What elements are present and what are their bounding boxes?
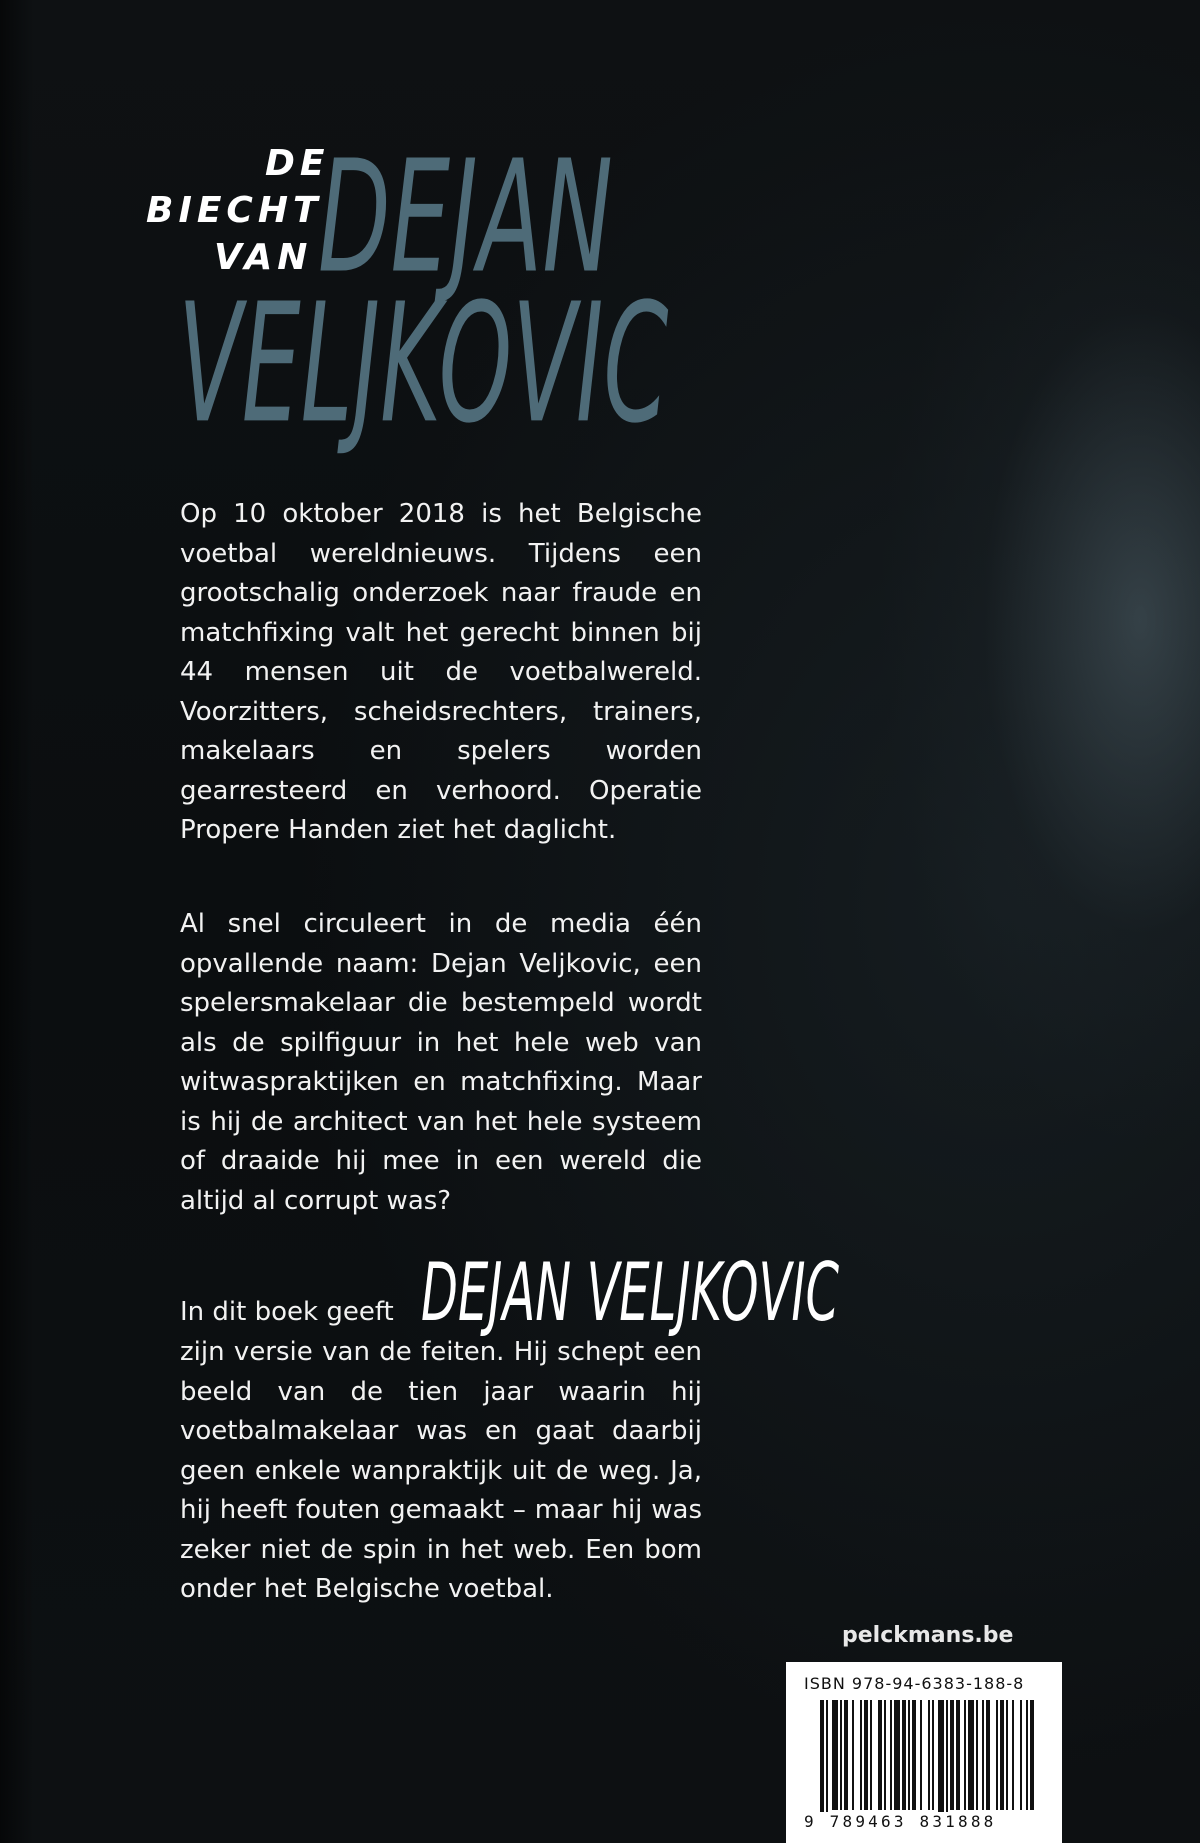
- spine-shadow: [0, 0, 34, 1843]
- barcode-bar: [920, 1700, 922, 1810]
- barcode-digits: 9 789463 831888: [804, 1812, 1044, 1831]
- barcode-bar: [840, 1700, 842, 1810]
- barcode-bar: [928, 1700, 930, 1810]
- barcode-bar: [932, 1700, 934, 1810]
- barcode-bar: [1020, 1700, 1022, 1810]
- barcode-bar: [1006, 1700, 1008, 1810]
- barcode-bar: [976, 1700, 978, 1810]
- barcode-bar: [844, 1700, 848, 1810]
- isbn-label: ISBN 978-94-6383-188-8: [804, 1674, 1025, 1693]
- barcode-bar: [860, 1700, 862, 1810]
- barcode-bar: [982, 1700, 984, 1810]
- title-word-van: VAN: [214, 237, 313, 278]
- barcode-bar: [870, 1700, 872, 1810]
- barcode-bar: [938, 1700, 944, 1822]
- barcode-bar: [894, 1700, 900, 1810]
- blurb-paragraph-3: zijn versie van de feiten. Hij schept een beeld van de tien jaar waarin hij voetbalmakelaar was en gaat daarbij geen enkele wanpraktijk uit de weg. Ja, hij heeft fouten gemaakt – maar hij was zeker niet de spin in het web. Een bom onder het Belgische voetbal.: [180, 1337, 702, 1604]
- barcode-bar: [908, 1700, 910, 1810]
- barcode-bar: [946, 1700, 948, 1822]
- barcode-bar: [950, 1700, 954, 1810]
- barcode-bar: [902, 1700, 906, 1810]
- barcode-bar: [1000, 1700, 1004, 1810]
- publisher-website[interactable]: pelckmans.be: [842, 1623, 1014, 1648]
- title-last-name: VELJKOVIC: [178, 268, 669, 460]
- closing-lead-in: In dit boek geeft: [180, 1297, 394, 1327]
- barcode-bar: [832, 1700, 838, 1810]
- title-word-biecht: BIECHT: [146, 190, 323, 231]
- barcode-bar: [968, 1700, 974, 1810]
- isbn-barcode: [786, 1662, 1062, 1843]
- barcode-bar: [964, 1700, 966, 1810]
- barcode-bar: [996, 1700, 998, 1810]
- barcode-bar: [912, 1700, 916, 1810]
- barcode-bar: [956, 1700, 960, 1810]
- barcode-bar: [1026, 1700, 1028, 1810]
- barcode-bar: [890, 1700, 892, 1810]
- barcode-bar: [820, 1700, 824, 1822]
- barcode-bar: [884, 1700, 886, 1810]
- barcode-bar: [986, 1700, 990, 1810]
- blurb-paragraph-2: Al snel circuleert in de media één opvallende naam: Dejan Veljkovic, een spelersmakelaar die bestempeld wordt als de spilfiguur in het hele web van witwaspraktijken en matchfixing. Maar is hij de architect van het hele systeem of draaide hij mee in een wereld die altijd al corrupt was?: [180, 909, 702, 1216]
- title-first-name: DEJAN: [318, 126, 613, 308]
- barcode-bar: [1030, 1700, 1034, 1810]
- barcode-bar: [826, 1700, 828, 1822]
- title-word-de: DE: [265, 143, 330, 184]
- blurb-paragraph-1: Op 10 oktober 2018 is het Belgische voetbal wereldnieuws. Tijdens een grootschalig onderzoek naar fraude en matchfixing valt het gerecht binnen bij 44 mensen uit de voetbalwereld. Voorzitters, scheidsrechters, trainers, makelaars en spelers worden gearresteerd en verhoord. Operatie Propere Handen ziet het daglicht.: [180, 499, 702, 845]
- barcode-bar: [878, 1700, 882, 1810]
- author-name: DEJAN VELJKOVIC: [421, 1246, 839, 1339]
- barcode-bar: [852, 1700, 854, 1810]
- barcode-bar: [1012, 1700, 1014, 1810]
- barcode-bar: [864, 1700, 868, 1810]
